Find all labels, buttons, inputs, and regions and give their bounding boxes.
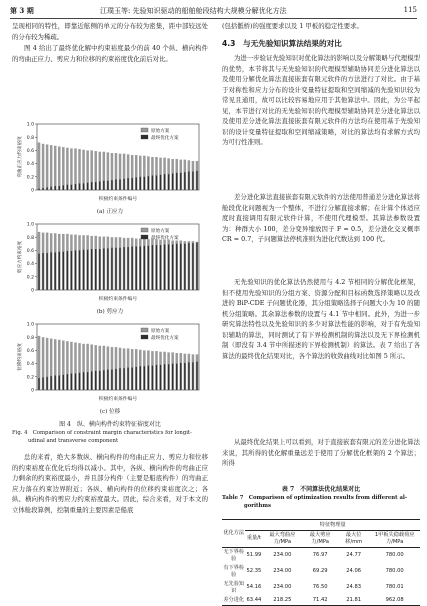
y-tick-label: 0.8 (26, 235, 34, 241)
table-cell: 780.01 (385, 584, 404, 591)
bar-final (91, 182, 92, 190)
bar-final (107, 248, 108, 290)
subcaption-b: (b) 剪应力 (96, 309, 124, 315)
table-row (222, 547, 420, 564)
bar-final (172, 244, 173, 290)
bar-initial (46, 144, 49, 190)
page-number: 115 (403, 6, 417, 14)
bar-final (59, 375, 60, 390)
bar-final (50, 376, 51, 390)
bar-final (46, 187, 47, 190)
y-tick-label: 0.6 (26, 149, 34, 154)
figure-caption-en-2: udinal and transverse component (28, 438, 119, 444)
y-tick-label: 1.0 (26, 122, 34, 128)
table-title-en-2: gorithms (244, 503, 271, 509)
legend-label: 最终优化方案 (151, 135, 179, 141)
y-tick-label: 0.6 (26, 249, 34, 254)
y-tick-label: 0.4 (26, 362, 34, 368)
y-tick-label: 1.0 (26, 222, 34, 228)
bar-final (127, 247, 128, 290)
bar-final (71, 185, 72, 190)
table-row (222, 596, 420, 606)
bar-final (144, 366, 145, 390)
bar-final (59, 252, 60, 290)
bar-final (50, 187, 51, 190)
bar-final (79, 183, 80, 190)
bar-final (83, 250, 84, 290)
bar-final (123, 179, 124, 190)
bar-final (95, 371, 96, 390)
bar-final (95, 182, 96, 190)
bar-final (99, 249, 100, 290)
bar-final (75, 250, 76, 290)
bar-final (168, 174, 169, 190)
bar-final (67, 251, 68, 290)
left-para-1: 呈现相同的特性，即靠近舷侧的单元的分布较为密集，距中部较远处的分布较为稀疏。 (12, 22, 208, 41)
bar-initial (62, 147, 65, 190)
bar-final (42, 188, 43, 190)
table-row (222, 580, 420, 596)
y-tick-label: 0 (31, 288, 34, 294)
legend-swatch (141, 328, 148, 332)
bar-final (156, 175, 157, 190)
y-tick-label: 1.0 (26, 322, 34, 328)
bar-final (87, 250, 88, 290)
table-cell: 无先验知识 (223, 581, 245, 594)
bar-final (196, 171, 197, 190)
bar-final (144, 177, 145, 190)
table-col-header: 最大弯曲应力/MPa (262, 530, 302, 547)
plot-frame (37, 324, 199, 390)
bar-final (127, 368, 128, 390)
bar-final (71, 374, 72, 391)
bar-final (127, 178, 128, 190)
bar-final (160, 175, 161, 190)
bar-final (103, 370, 104, 390)
bar-final (164, 244, 165, 290)
table-cell: 63.44 (245, 596, 262, 606)
figure-panel-c (15, 320, 205, 406)
table-cell: 76.50 (312, 584, 328, 591)
bar-initial (58, 146, 61, 190)
bar-initial (70, 148, 73, 190)
table-head-group: 特征物理量 (245, 520, 420, 531)
table-cell: 54.16 (246, 584, 262, 591)
bar-final (184, 363, 185, 390)
bar-final (63, 375, 64, 390)
bar-final (63, 252, 64, 290)
y-tick-label: 0.2 (26, 275, 34, 281)
bar-initial (66, 148, 69, 190)
y-axis-label: 剪应力约束裕度 (18, 240, 23, 274)
bar-final (180, 244, 181, 290)
table-cell: 71.42 (302, 596, 338, 606)
bar-final (75, 374, 76, 391)
bar-final (180, 363, 181, 390)
bar-final (131, 368, 132, 390)
bar-final (111, 180, 112, 190)
y-tick-label: 0 (31, 188, 34, 194)
subcaption-a: (a) 正应力 (96, 209, 124, 215)
bar-final (152, 366, 153, 390)
section-heading-4-3: 4.3 与无先验知识算法结果的对比 (222, 39, 342, 48)
legend-label: 原始方案 (151, 228, 170, 234)
bar-final (103, 181, 104, 190)
table-col-header: 1甲板失稳载荷应力/MPa (369, 530, 420, 547)
subcaption-c: (c) 位移 (99, 409, 121, 415)
bar-final (91, 249, 92, 290)
bar-final (156, 365, 157, 390)
bar-final (176, 364, 177, 390)
bar-final (148, 366, 149, 390)
bar-final (180, 173, 181, 190)
legend-label: 最终优化方案 (151, 335, 179, 341)
bar-final (144, 246, 145, 290)
table-col-header: 重量/t (245, 530, 262, 547)
bar-final (176, 173, 177, 190)
y-axis-label: 位移约束裕度 (18, 343, 23, 371)
bar-final (168, 244, 169, 290)
right-para-0: (包括骶桥)的强度要求以及 1 甲板的稳定性要求。 (222, 22, 363, 30)
table-col-header: 最大剪应力/MPa (302, 530, 338, 547)
running-title: 江璞玉等: 先验知识驱动的船舶舱段结构大规模分解优化方法 (100, 7, 287, 15)
table-cell: 234.00 (273, 584, 292, 591)
right-para-1: 为进一步验证先验知识对优化算法的影响以及分解策略与代理模型的优势，本节将其与无先验知识的代理模型辅助协同差分进化算法以及使用分解优化算法直接嵌套有限元软件的方法进行了对比。由于基于对称性和应力分布的设计变量特征提取和空间缩减的先验知识较为常见且通用，故可以比较容易地应用于其他算法中。因此，为公平起见，本节进行对比的无先验知识的代理模型辅助协同差分进化算法以及使用差分进化算法直接嵌套有限元软件的方法均在使用基于先验知识的设计变量特征提取和空间缩减策略，对比的算法均有求解方式均为可行性准则。 (222, 54, 420, 146)
bar-final (184, 244, 185, 290)
bar-final (46, 377, 47, 390)
legend-swatch (141, 135, 148, 139)
bar-final (115, 179, 116, 190)
bar-final (131, 246, 132, 290)
table-cell: 52.35 (246, 568, 262, 575)
table-cell: 780.00 (385, 568, 404, 575)
y-tick-label: 0.2 (26, 375, 34, 381)
table-title-en-1: Table 7 Comparison of optimization results from different al- (222, 495, 408, 501)
bar-final (63, 185, 64, 190)
bar-final (160, 365, 161, 390)
table-cell: 69.29 (312, 568, 328, 575)
bar-final (140, 246, 141, 290)
bar-final (38, 189, 39, 190)
bar-final (136, 246, 137, 290)
y-tick-label: 0.4 (26, 262, 34, 268)
bar-final (111, 370, 112, 390)
chart-a (15, 120, 205, 206)
bar-final (160, 245, 161, 290)
bar-final (111, 248, 112, 290)
bar-final (55, 252, 56, 290)
chart-b (15, 220, 205, 306)
bar-final (87, 372, 88, 390)
left-para-2: 图 4 给出了最终优化解中约束裕度最少的前 40 个纵、横向构件的弯曲正应力、剪应力和位移的约束裕度优化前后对比。 (12, 44, 208, 63)
bar-final (59, 186, 60, 190)
bar-initial (50, 145, 53, 190)
bar-final (131, 178, 132, 190)
y-tick-label: 0 (31, 388, 34, 394)
bar-final (123, 368, 124, 390)
bar-final (168, 364, 169, 390)
bar-final (148, 246, 149, 290)
x-axis-label: 积极约束条件编号 (98, 397, 138, 402)
bar-final (176, 244, 177, 290)
table-col-header: 最大位移/mm (338, 530, 369, 547)
bar-final (87, 183, 88, 190)
bar-initial (38, 142, 41, 190)
bar-final (50, 252, 51, 290)
bar-initial (54, 146, 57, 190)
bar-final (38, 254, 39, 290)
table-cell: 51.99 (246, 552, 262, 559)
legend-swatch (141, 128, 148, 132)
table-cell: 有下界检验 (223, 565, 245, 578)
legend-swatch (141, 235, 148, 239)
bar-final (95, 249, 96, 290)
y-tick-label: 0.4 (26, 162, 34, 168)
table-cell: 24.77 (346, 552, 362, 559)
bar-final (136, 177, 137, 190)
chart-c (15, 320, 205, 406)
legend-label: 最终优化方案 (151, 235, 179, 241)
bar-final (148, 176, 149, 190)
bar-initial (42, 144, 45, 190)
issue-number: 第 3 期 (10, 6, 34, 15)
bar-final (42, 377, 43, 390)
bar-final (172, 174, 173, 191)
bar-final (67, 185, 68, 190)
table-cell: 780.00 (385, 552, 404, 559)
table-cell: 234.00 (273, 552, 292, 559)
bar-final (115, 248, 116, 290)
bar-final (164, 364, 165, 390)
bar-final (119, 179, 120, 190)
bar-final (196, 242, 197, 290)
bar-final (79, 250, 80, 290)
bar-final (188, 243, 189, 290)
plot-frame (37, 224, 199, 290)
bar-final (136, 367, 137, 390)
bar-final (123, 247, 124, 290)
bar-final (140, 177, 141, 190)
bar-final (119, 368, 120, 390)
y-tick-label: 0.6 (26, 349, 34, 354)
figure-caption-en-1: Fig. 4 Comparison of constraint margin characteristics for longit- (12, 430, 192, 436)
bar-final (107, 370, 108, 390)
table-cell: 差分进化 (222, 596, 245, 606)
table-cell: 24.06 (346, 568, 362, 575)
bar-final (196, 362, 197, 390)
x-axis-label: 积极约束条件编号 (98, 197, 138, 202)
bar-final (46, 253, 47, 290)
bar-final (99, 371, 100, 390)
bar-final (83, 372, 84, 390)
figure-panel-b (15, 220, 205, 306)
bar-final (184, 172, 185, 190)
bar-final (152, 245, 153, 290)
bar-final (152, 175, 153, 190)
plot-frame (37, 124, 199, 190)
bar-final (103, 248, 104, 290)
results-table (222, 519, 420, 606)
running-header (10, 6, 417, 19)
y-tick-label: 0.8 (26, 135, 34, 141)
left-para-3: 总的来看，绝大多数纵、横向构件的弯曲正应力、剪应力和位移的约束裕度在优化后均得以减小。其中，各纵、横向构件的弯曲正应力剩余的约束裕度最小，并且部分构件（主要是船底构件）的弯曲正应力落在约束边界附近；各纵、横向构件的位移约束裕度次之；各纵、横向构件的剪应力约束裕度最大。因此，综合来看，对于本文的立体舱段算例，控制重量的主要因素是船底 (12, 453, 208, 514)
table-row (222, 564, 420, 580)
right-para-3: 无先验知识的优化算法仍然使用与 4.2 节相同的分解优化框架，但不使用先验知识的分组方案、资源分配和目标函数选择策略以及改进的 BiP-CDE 子问题优化器，其分组策略选择子问题大小为 10 的随机分组策略。其余算法参数的设置与 4.1 节中相同。此外，为进一步研究算法特性以及先验知识的多少对算法性能的影响，对于有先验知识辅助的算法，同时测试了有下界检测机制的算法以及无下界检测机制（即没有 3.4 节中所描述的下界检测机制）的算法。表 7 给出了各算法的最终优化结果对比，各个算法的收敛曲线对比如图 5 所示。 (222, 278, 420, 360)
bar-final (71, 251, 72, 290)
table-cell: 21.81 (338, 596, 369, 606)
bar-final (83, 183, 84, 190)
y-tick-label: 0.8 (26, 335, 34, 341)
bar-final (172, 364, 173, 390)
figure-panel-a (15, 120, 205, 206)
bar-final (192, 172, 193, 190)
table-title-cn: 表 7 不同算法优化结果对比 (281, 486, 361, 493)
bar-final (55, 186, 56, 190)
bar-final (192, 243, 193, 290)
table-cell: 218.25 (262, 596, 302, 606)
legend-swatch (141, 228, 148, 232)
legend-swatch (141, 335, 148, 339)
bar-final (156, 245, 157, 290)
bar-initial (74, 148, 77, 190)
bar-final (75, 184, 76, 190)
bar-final (99, 181, 100, 190)
bar-final (55, 375, 56, 390)
y-axis-label: 弯曲正应力约束裕度 (18, 136, 23, 178)
bar-final (91, 372, 92, 390)
table-cell: 234.00 (273, 568, 292, 575)
legend-label: 原始方案 (151, 328, 170, 334)
bar-final (107, 181, 108, 190)
bar-final (67, 374, 68, 390)
table-cell: 76.97 (312, 552, 328, 559)
bar-final (119, 248, 120, 290)
table-cell: 无下界检验 (223, 549, 245, 562)
bar-final (79, 373, 80, 390)
bar-final (188, 362, 189, 390)
bar-final (164, 174, 165, 190)
x-axis-label: 积极约束条件编号 (98, 297, 138, 302)
right-para-4: 从最终优化结果上可以看到，对于直接嵌套有限元的差分进化算法来说，其所得的优化解重量远差于使用了分解优化框架的 2 个算法；所得 (222, 438, 420, 467)
bar-final (188, 172, 189, 190)
y-tick-label: 0.2 (26, 175, 34, 181)
table-head-method: 优化方法 (222, 520, 245, 548)
bar-final (192, 362, 193, 390)
table-cell: 962.08 (369, 596, 420, 606)
figure-caption-cn: 图 4 纵、横向构件约束特征裕度对比 (59, 421, 161, 428)
legend-label: 原始方案 (151, 128, 170, 134)
bar-final (140, 366, 141, 390)
bar-final (115, 369, 116, 390)
bar-final (38, 378, 39, 390)
table-cell: 24.83 (346, 584, 362, 591)
bar-final (42, 253, 43, 290)
right-para-2: 差分进化算法直接嵌套有限元软件的方法使用普通差分进化算法将舱段优化问题视为一个整体，不进行分解直接求解；在计算个体适应度时直接调用有限元软件计算，不使用代理模型。其算法参数设置为：种群大小 100，差分变异缩放因子 F = 0.5，差分进化交叉概率 CR = 0.7，子问题算法停机准则为进化代数达到 100 代。 (222, 193, 420, 243)
